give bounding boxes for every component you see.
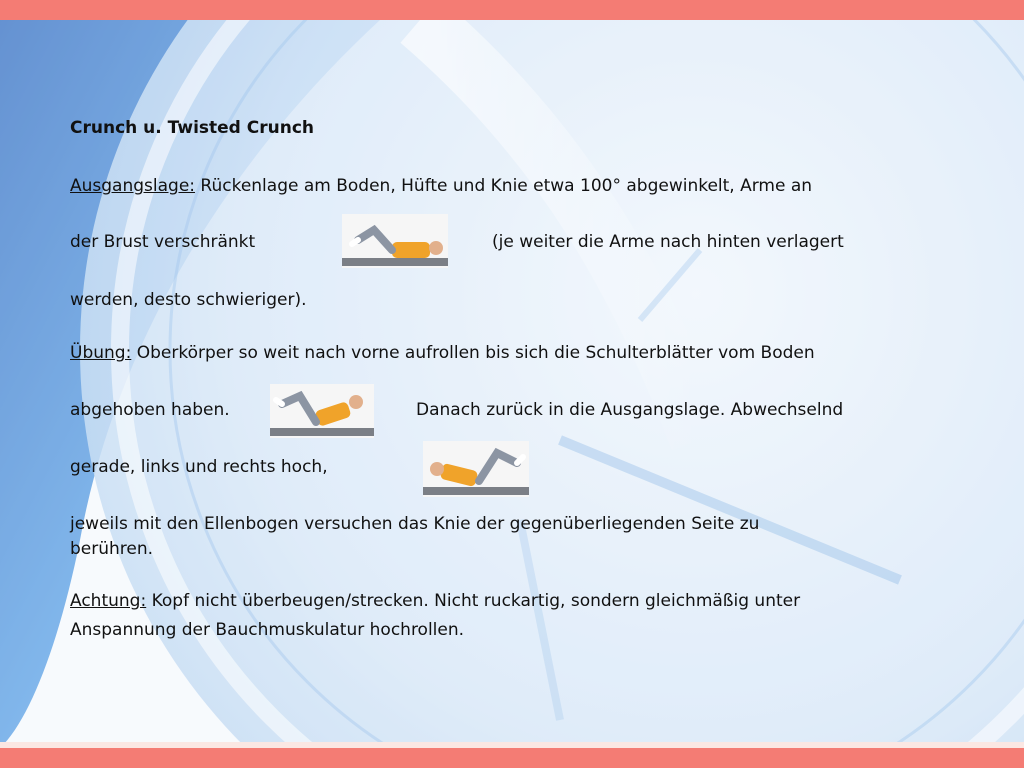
uebung-line-2a: abgehoben haben. [70,400,230,420]
uebung-label: Übung: [70,343,132,363]
ausgangslage-line-2b: (je weiter die Arme nach hinten verlagert [492,232,844,252]
bottom-stripe [0,742,1024,748]
slide-title: Crunch u. Twisted Crunch [70,118,315,138]
achtung-line-2: Anspannung der Bauchmuskulatur hochrollen. [70,620,465,640]
ausgangslage-line-2a: der Brust verschränkt [70,232,256,252]
uebung-line-4: jeweils mit den Ellenbogen versuchen das Knie der gegenüberliegenden Seite zu [70,514,760,534]
ausgangslage-label: Ausgangslage: [70,176,196,196]
ausgangslage-text-1: Rückenlage am Boden, Hüfte und Knie etwa 100° abgewinkelt, Arme an [195,176,813,196]
bottom-accent-bar [0,748,1024,768]
uebung-text-1: Oberkörper so weit nach vorne aufrollen bis sich die Schulterblätter vom Boden [131,343,815,363]
uebung-line-2b: Danach zurück in die Ausgangslage. Abwechselnd [416,400,844,420]
achtung-label: Achtung: [70,591,147,611]
uebung-line-1 [70,341,815,365]
ausgangslage-line-3: werden, desto schwieriger). [70,290,307,310]
ausgangslage-line-1 [70,174,812,198]
achtung-text-1: Kopf nicht überbeugen/strecken. Nicht ruckartig, sondern gleichmäßig unter [146,591,801,611]
crunch-up-photo [270,384,374,438]
uebung-line-3: gerade, links und rechts hoch, [70,457,328,477]
top-accent-bar [0,0,1024,20]
crunch-start-photo [342,214,448,268]
uebung-line-5: berühren. [70,539,154,559]
twisted-crunch-photo [423,441,529,497]
achtung-line-1 [70,589,800,613]
